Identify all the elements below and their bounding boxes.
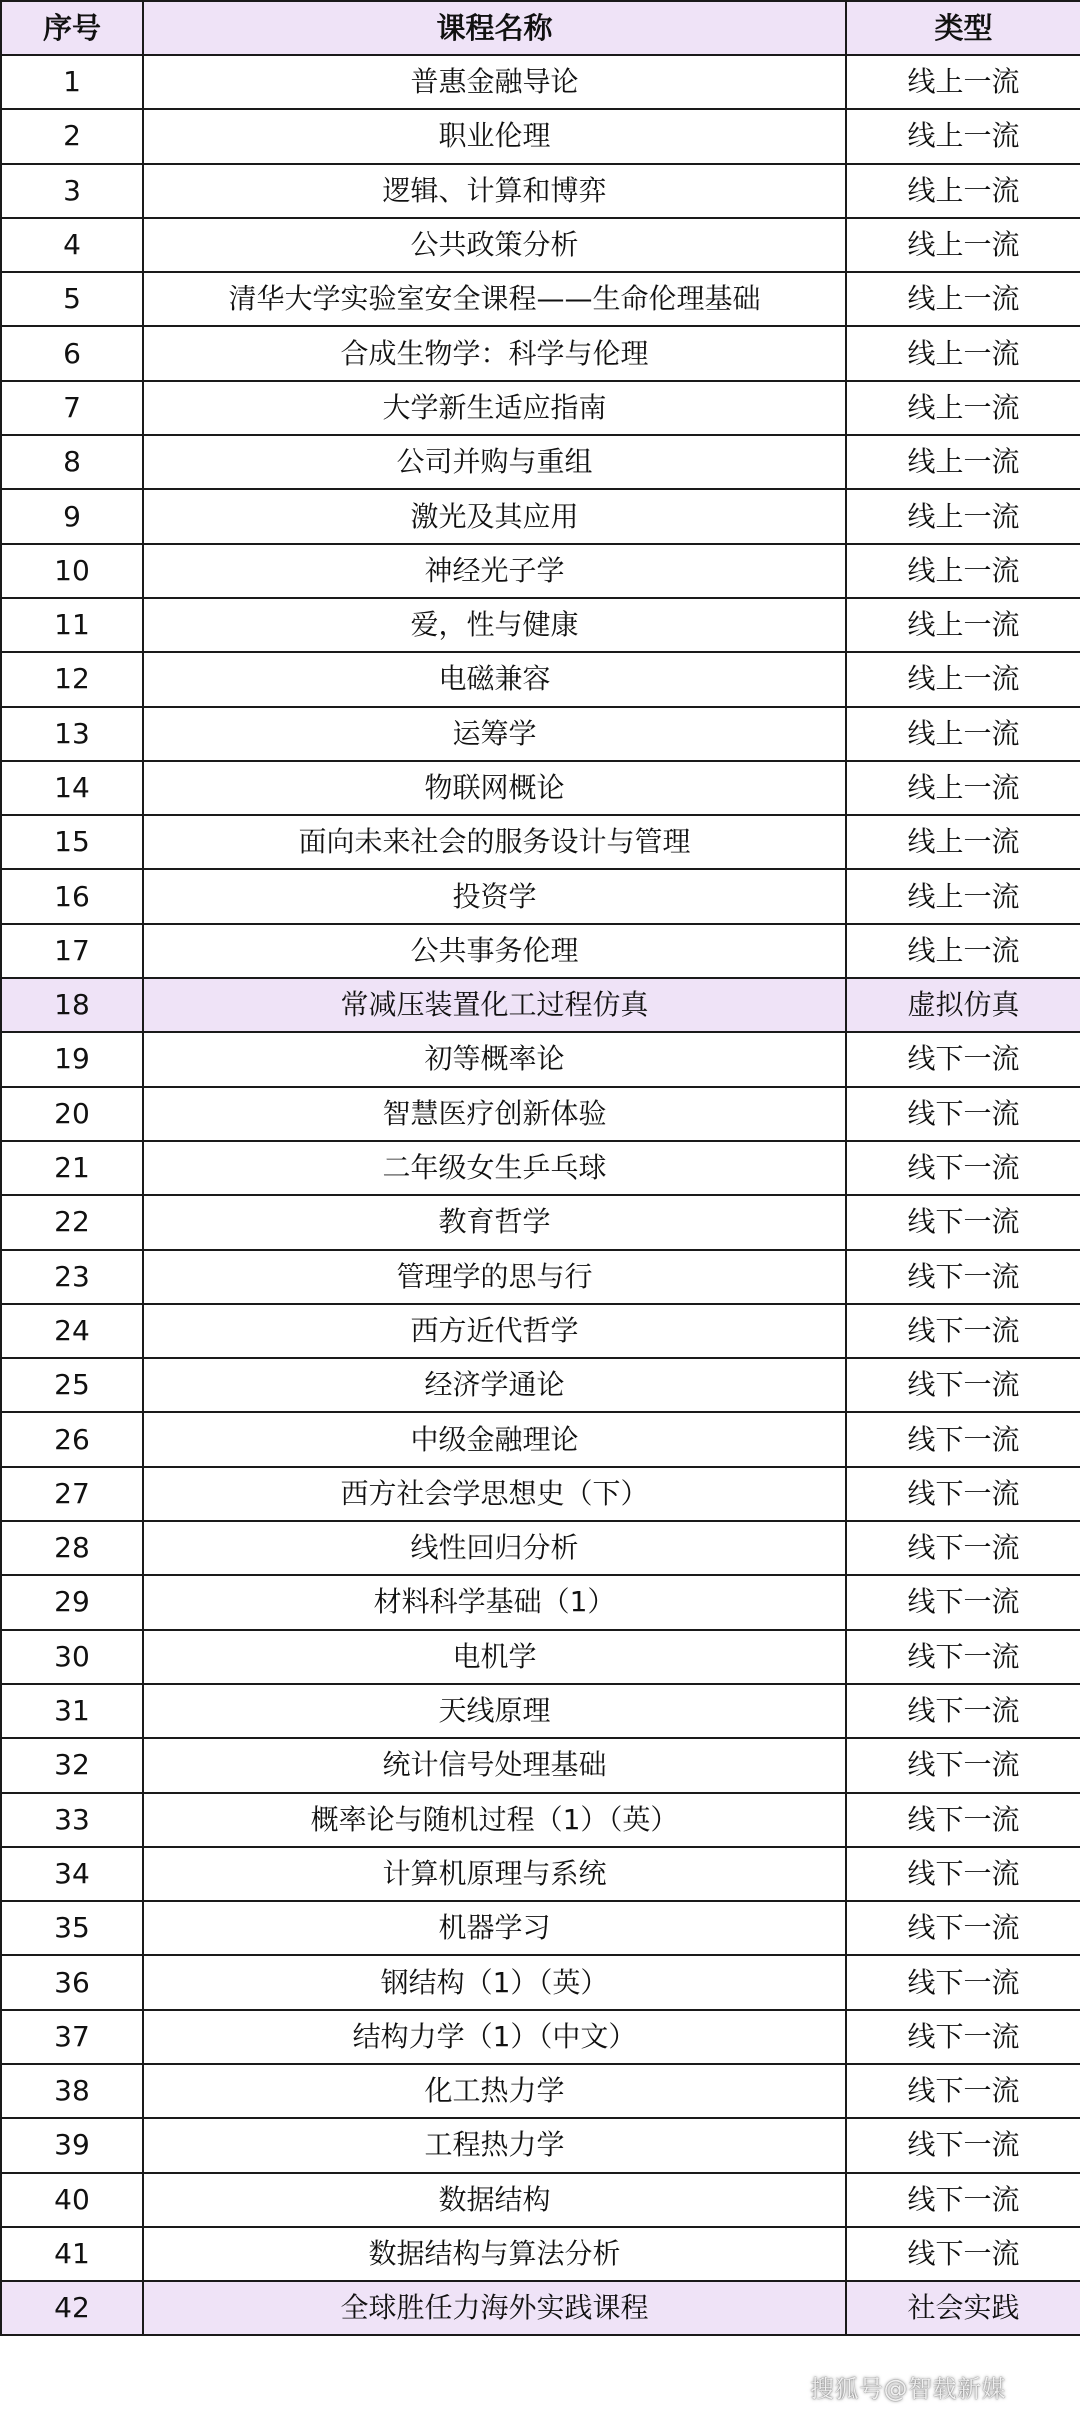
course-name-cell: 投资学 <box>143 869 846 923</box>
table-row <box>1 435 1080 489</box>
course-type-cell: 线上一流 <box>846 924 1080 978</box>
course-type-cell: 线下一流 <box>846 2227 1080 2281</box>
course-name-cell: 经济学通论 <box>143 1358 846 1412</box>
course-number-cell: 22 <box>1 1195 143 1249</box>
course-type-cell: 线下一流 <box>846 1738 1080 1792</box>
course-type-cell: 线下一流 <box>846 1955 1080 2009</box>
course-type-cell: 线上一流 <box>846 652 1080 706</box>
course-number-cell: 35 <box>1 1901 143 1955</box>
course-number-cell: 15 <box>1 815 143 869</box>
course-name-cell: 概率论与随机过程（1）（英） <box>143 1793 846 1847</box>
course-type-cell: 线下一流 <box>846 1358 1080 1412</box>
course-name-cell: 公共政策分析 <box>143 218 846 272</box>
course-name-cell: 统计信号处理基础 <box>143 1738 846 1792</box>
course-name-cell: 运筹学 <box>143 707 846 761</box>
course-number-cell: 13 <box>1 707 143 761</box>
course-name-cell: 面向未来社会的服务设计与管理 <box>143 815 846 869</box>
table-row <box>1 164 1080 218</box>
course-number-cell: 39 <box>1 2118 143 2172</box>
course-name-cell: 中级金融理论 <box>143 1412 846 1466</box>
course-type-cell: 线下一流 <box>846 1250 1080 1304</box>
course-name-cell: 大学新生适应指南 <box>143 381 846 435</box>
course-type-cell: 线下一流 <box>846 1304 1080 1358</box>
course-type-cell: 线下一流 <box>846 2064 1080 2118</box>
course-number-cell: 2 <box>1 109 143 163</box>
table-row <box>1 1575 1080 1629</box>
table-row <box>1 761 1080 815</box>
table-row <box>1 2281 1080 2335</box>
course-type-cell: 线上一流 <box>846 218 1080 272</box>
course-type-cell: 线下一流 <box>846 1630 1080 1684</box>
table-row <box>1 2118 1080 2172</box>
course-type-cell: 线下一流 <box>846 1684 1080 1738</box>
course-type-cell: 线上一流 <box>846 109 1080 163</box>
course-name-cell: 钢结构（1）（英） <box>143 1955 846 2009</box>
course-number-cell: 14 <box>1 761 143 815</box>
course-number-cell: 33 <box>1 1793 143 1847</box>
table-row <box>1 218 1080 272</box>
table-row <box>1 272 1080 326</box>
course-number-cell: 37 <box>1 2010 143 2064</box>
course-number-cell: 26 <box>1 1412 143 1466</box>
table-row <box>1 2227 1080 2281</box>
course-type-cell: 线下一流 <box>846 1575 1080 1629</box>
course-number-cell: 3 <box>1 164 143 218</box>
course-name-cell: 激光及其应用 <box>143 489 846 543</box>
course-name-cell: 常减压装置化工过程仿真 <box>143 978 846 1032</box>
course-number-cell: 27 <box>1 1467 143 1521</box>
course-name-cell: 西方近代哲学 <box>143 1304 846 1358</box>
table-row <box>1 1847 1080 1901</box>
course-type-cell: 线上一流 <box>846 435 1080 489</box>
table-row <box>1 1304 1080 1358</box>
course-number-cell: 5 <box>1 272 143 326</box>
course-type-cell: 线上一流 <box>846 381 1080 435</box>
table-row <box>1 1684 1080 1738</box>
course-number-cell: 16 <box>1 869 143 923</box>
table-row <box>1 1955 1080 2009</box>
course-number-cell: 23 <box>1 1250 143 1304</box>
course-type-cell: 线上一流 <box>846 869 1080 923</box>
course-name-cell: 电磁兼容 <box>143 652 846 706</box>
course-number-cell: 18 <box>1 978 143 1032</box>
course-number-cell: 20 <box>1 1087 143 1141</box>
course-name-cell: 初等概率论 <box>143 1032 846 1086</box>
course-type-cell: 线下一流 <box>846 1087 1080 1141</box>
course-type-cell: 线上一流 <box>846 164 1080 218</box>
table-row <box>1 326 1080 380</box>
course-type-cell: 线下一流 <box>846 1847 1080 1901</box>
table-row <box>1 1630 1080 1684</box>
course-number-cell: 10 <box>1 544 143 598</box>
course-number-cell: 19 <box>1 1032 143 1086</box>
course-name-cell: 合成生物学：科学与伦理 <box>143 326 846 380</box>
course-name-cell: 结构力学（1）（中文） <box>143 2010 846 2064</box>
table-row <box>1 544 1080 598</box>
course-number-cell: 7 <box>1 381 143 435</box>
course-number-cell: 9 <box>1 489 143 543</box>
course-type-cell: 线上一流 <box>846 326 1080 380</box>
course-name-cell: 二年级女生乒乓球 <box>143 1141 846 1195</box>
course-name-cell: 全球胜任力海外实践课程 <box>143 2281 846 2335</box>
course-type-cell: 线上一流 <box>846 815 1080 869</box>
table-row <box>1 489 1080 543</box>
course-name-cell: 普惠金融导论 <box>143 55 846 109</box>
table-row <box>1 1467 1080 1521</box>
course-type-cell: 线上一流 <box>846 761 1080 815</box>
course-number-cell: 41 <box>1 2227 143 2281</box>
table-row <box>1 815 1080 869</box>
course-name-cell: 职业伦理 <box>143 109 846 163</box>
table-row <box>1 1738 1080 1792</box>
course-type-cell: 虚拟仿真 <box>846 978 1080 1032</box>
table-row <box>1 1901 1080 1955</box>
course-name-cell: 天线原理 <box>143 1684 846 1738</box>
course-type-cell: 线下一流 <box>846 1521 1080 1575</box>
course-name-cell: 管理学的思与行 <box>143 1250 846 1304</box>
course-number-cell: 36 <box>1 1955 143 2009</box>
table-row <box>1 1087 1080 1141</box>
course-number-cell: 32 <box>1 1738 143 1792</box>
course-number-cell: 17 <box>1 924 143 978</box>
course-name-cell: 电机学 <box>143 1630 846 1684</box>
course-number-cell: 28 <box>1 1521 143 1575</box>
course-type-cell: 线下一流 <box>846 1141 1080 1195</box>
course-name-cell: 化工热力学 <box>143 2064 846 2118</box>
course-name-cell: 数据结构 <box>143 2173 846 2227</box>
table-row <box>1 652 1080 706</box>
course-type-cell: 线下一流 <box>846 1793 1080 1847</box>
table-row <box>1 2173 1080 2227</box>
table-body <box>1 55 1080 2335</box>
table-row <box>1 707 1080 761</box>
course-number-cell: 30 <box>1 1630 143 1684</box>
course-type-cell: 线下一流 <box>846 1901 1080 1955</box>
table-row <box>1 381 1080 435</box>
course-name-cell: 清华大学实验室安全课程——生命伦理基础 <box>143 272 846 326</box>
course-number-cell: 1 <box>1 55 143 109</box>
header-num: 序号 <box>1 1 143 55</box>
course-type-cell: 线下一流 <box>846 2118 1080 2172</box>
header-type: 类型 <box>846 1 1080 55</box>
course-name-cell: 公司并购与重组 <box>143 435 846 489</box>
table-row <box>1 109 1080 163</box>
course-name-cell: 物联网概论 <box>143 761 846 815</box>
table-row <box>1 924 1080 978</box>
course-number-cell: 12 <box>1 652 143 706</box>
table-row <box>1 2010 1080 2064</box>
course-number-cell: 4 <box>1 218 143 272</box>
course-name-cell: 爱，性与健康 <box>143 598 846 652</box>
course-name-cell: 西方社会学思想史（下） <box>143 1467 846 1521</box>
course-type-cell: 线上一流 <box>846 544 1080 598</box>
table-row <box>1 869 1080 923</box>
table-row <box>1 55 1080 109</box>
course-name-cell: 逻辑、计算和博弈 <box>143 164 846 218</box>
watermark: 搜狐号@智载新媒 <box>810 2375 1006 2403</box>
course-name-cell: 数据结构与算法分析 <box>143 2227 846 2281</box>
course-type-cell: 线上一流 <box>846 489 1080 543</box>
course-type-cell: 线上一流 <box>846 598 1080 652</box>
course-number-cell: 6 <box>1 326 143 380</box>
table-row <box>1 1793 1080 1847</box>
course-type-cell: 线下一流 <box>846 2010 1080 2064</box>
course-number-cell: 34 <box>1 1847 143 1901</box>
table-row <box>1 1141 1080 1195</box>
header-name: 课程名称 <box>143 1 846 55</box>
course-number-cell: 29 <box>1 1575 143 1629</box>
course-type-cell: 线下一流 <box>846 2173 1080 2227</box>
course-name-cell: 智慧医疗创新体验 <box>143 1087 846 1141</box>
course-type-cell: 线上一流 <box>846 272 1080 326</box>
table-row <box>1 1358 1080 1412</box>
course-number-cell: 24 <box>1 1304 143 1358</box>
table-row <box>1 2064 1080 2118</box>
course-type-cell: 线下一流 <box>846 1032 1080 1086</box>
course-number-cell: 25 <box>1 1358 143 1412</box>
course-name-cell: 线性回归分析 <box>143 1521 846 1575</box>
course-number-cell: 8 <box>1 435 143 489</box>
table-row <box>1 1250 1080 1304</box>
table-header-row <box>1 1 1080 55</box>
course-name-cell: 工程热力学 <box>143 2118 846 2172</box>
course-number-cell: 40 <box>1 2173 143 2227</box>
course-name-cell: 神经光子学 <box>143 544 846 598</box>
course-name-cell: 材料科学基础（1） <box>143 1575 846 1629</box>
table-row <box>1 1521 1080 1575</box>
course-type-cell: 线下一流 <box>846 1412 1080 1466</box>
course-type-cell: 线上一流 <box>846 707 1080 761</box>
course-type-cell: 线下一流 <box>846 1467 1080 1521</box>
table-row <box>1 1195 1080 1249</box>
course-number-cell: 38 <box>1 2064 143 2118</box>
course-number-cell: 11 <box>1 598 143 652</box>
course-type-cell: 线下一流 <box>846 1195 1080 1249</box>
course-number-cell: 21 <box>1 1141 143 1195</box>
course-type-cell: 社会实践 <box>846 2281 1080 2335</box>
course-number-cell: 42 <box>1 2281 143 2335</box>
course-type-cell: 线上一流 <box>846 55 1080 109</box>
course-number-cell: 31 <box>1 1684 143 1738</box>
course-name-cell: 公共事务伦理 <box>143 924 846 978</box>
course-name-cell: 教育哲学 <box>143 1195 846 1249</box>
table-row <box>1 1032 1080 1086</box>
table-row <box>1 1412 1080 1466</box>
course-name-cell: 计算机原理与系统 <box>143 1847 846 1901</box>
table-row <box>1 978 1080 1032</box>
course-name-cell: 机器学习 <box>143 1901 846 1955</box>
table-row <box>1 598 1080 652</box>
